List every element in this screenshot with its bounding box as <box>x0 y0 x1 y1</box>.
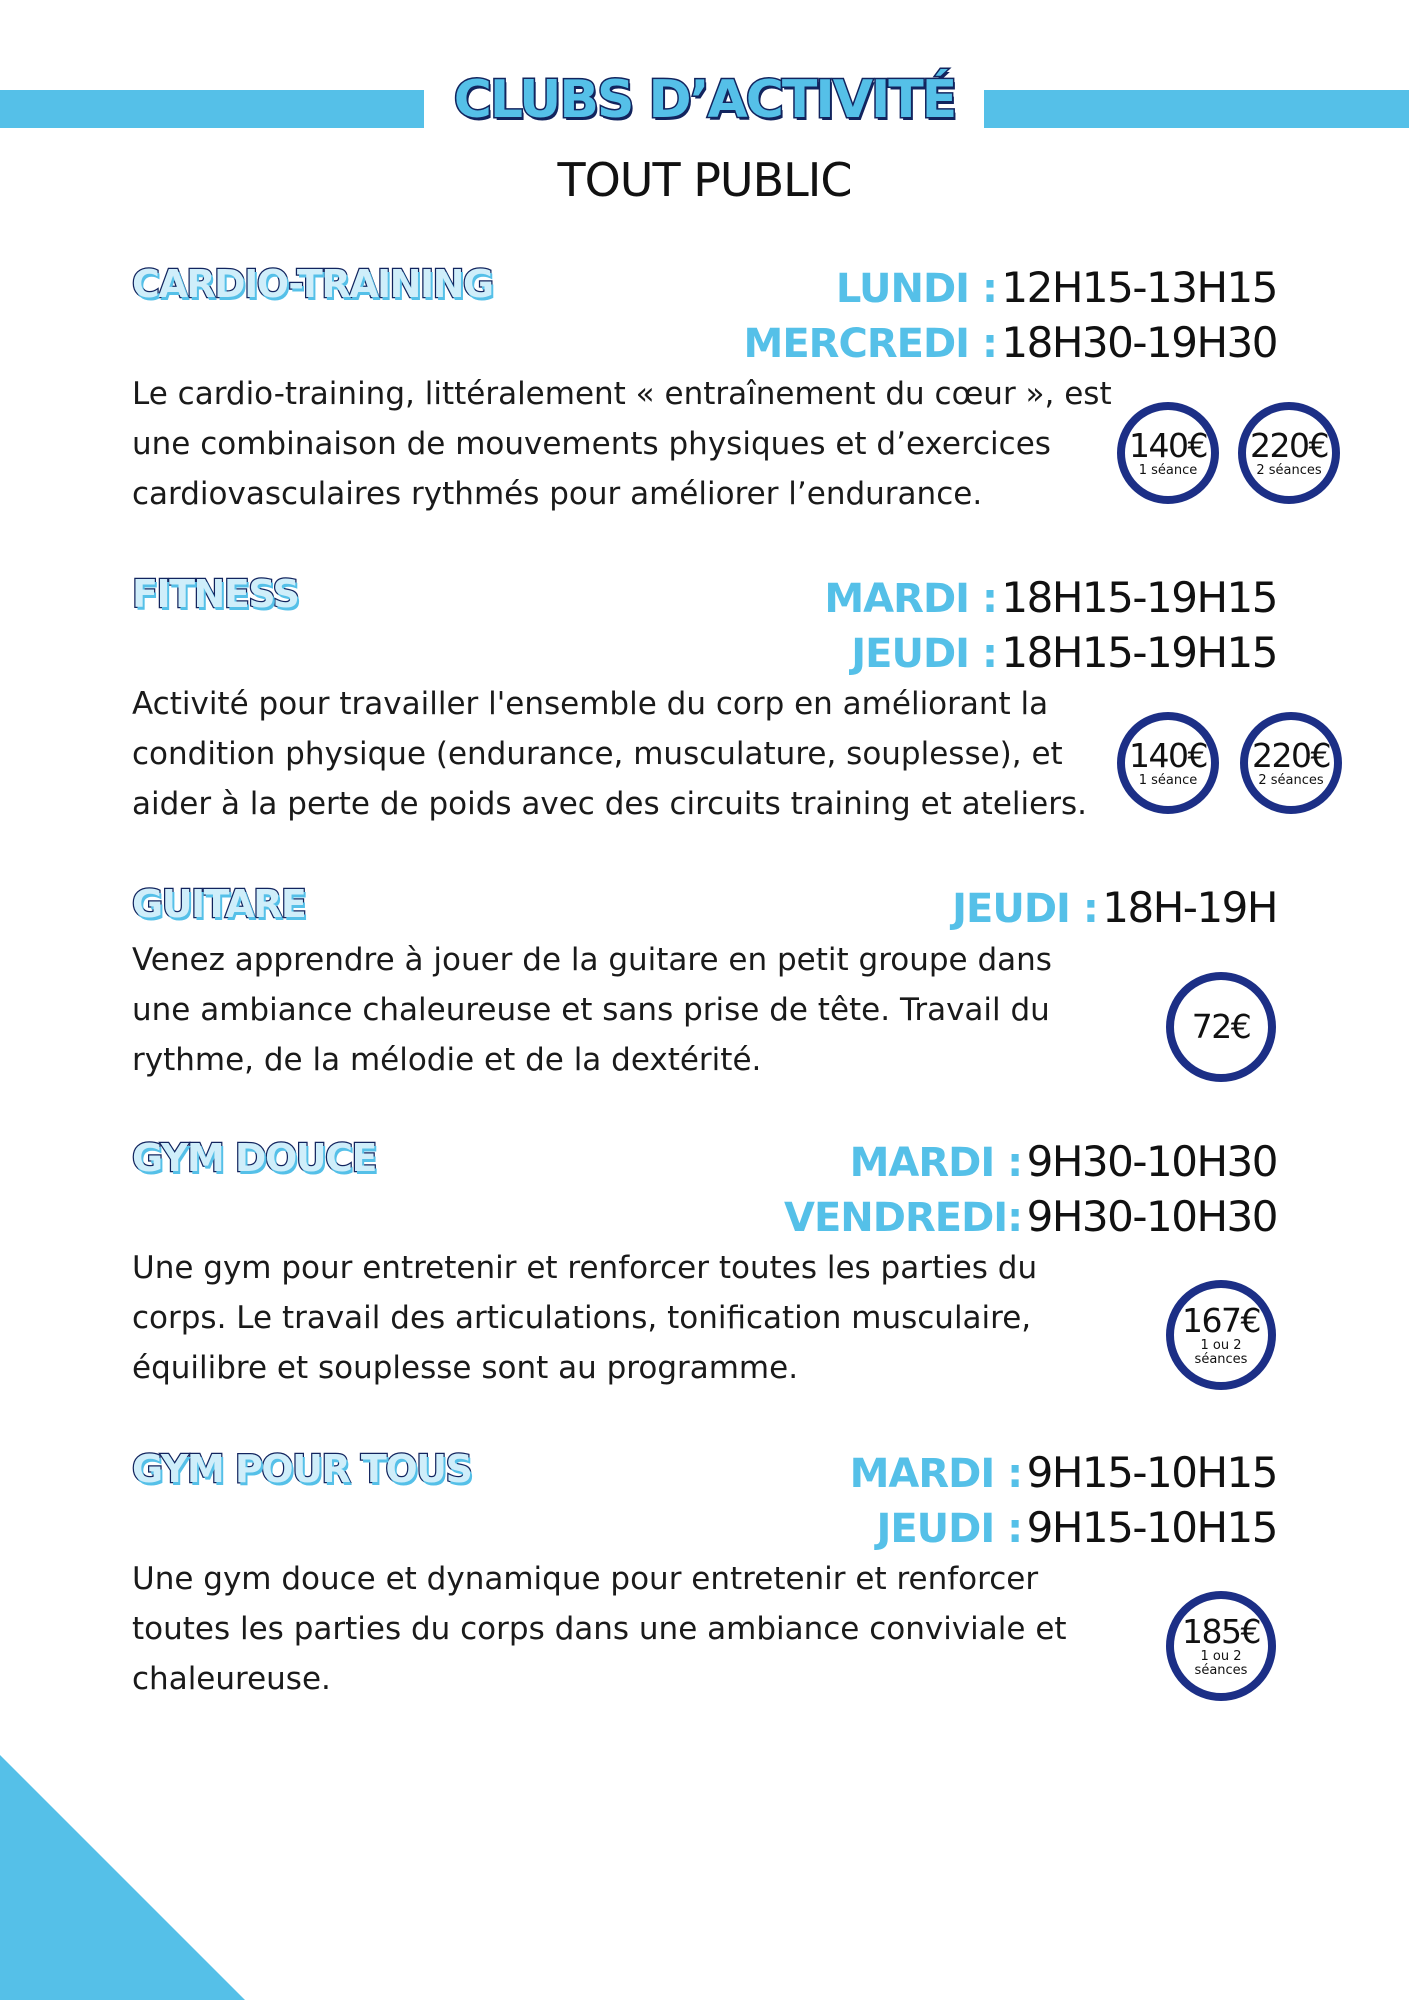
club-schedule <box>784 1134 1277 1244</box>
price-badge <box>1117 402 1219 504</box>
schedule-line <box>952 880 1277 935</box>
schedule-time: 9H15-10H15 <box>1026 1448 1277 1497</box>
club-title: GYM POUR TOUS <box>132 1447 472 1491</box>
description-line: Le cardio-training, littéralement « entraînement du cœur », est <box>132 376 1112 412</box>
price-amount: 167€ <box>1182 1300 1260 1340</box>
description-line: Venez apprendre à jouer de la guitare en petit groupe dans <box>132 942 1052 978</box>
price-note: 2 séances <box>1258 772 1324 788</box>
price-amount: 220€ <box>1252 735 1330 775</box>
price-amount: 220€ <box>1250 425 1328 465</box>
description-line: une combinaison de mouvements physiques et d’exercices <box>132 426 1051 462</box>
schedule-line <box>824 625 1277 680</box>
price-note: 1 séance <box>1138 772 1198 788</box>
page-title: CLUBS D’ACTIVITÉ <box>453 70 956 130</box>
price-amount: 140€ <box>1129 425 1207 465</box>
price-note: 1 ou 2 séances <box>1194 1337 1248 1367</box>
price-badge <box>1166 972 1276 1082</box>
schedule-line <box>744 260 1277 315</box>
schedule-time: 9H30-10H30 <box>1026 1192 1277 1241</box>
schedule-time: 18H15-19H15 <box>1001 573 1277 622</box>
price-amount: 72€ <box>1191 1007 1251 1046</box>
price-badge <box>1117 712 1219 814</box>
price-amount: 185€ <box>1182 1611 1260 1651</box>
club-schedule <box>744 260 1277 370</box>
description-line: Activité pour travailler l'ensemble du corp en améliorant la <box>132 686 1049 722</box>
price-note: 2 séances <box>1256 462 1322 478</box>
description-line: une ambiance chaleureuse et sans prise de tête. Travail du <box>132 992 1050 1028</box>
schedule-line <box>784 1189 1277 1244</box>
schedule-line <box>784 1134 1277 1189</box>
description-line: chaleureuse. <box>132 1661 331 1697</box>
schedule-day: MARDI : <box>824 576 997 622</box>
price-amount: 140€ <box>1129 735 1207 775</box>
club-description <box>132 1243 1132 1393</box>
club-schedule <box>952 880 1277 935</box>
schedule-line <box>850 1500 1277 1555</box>
description-line: rythme, de la mélodie et de la dextérité. <box>132 1042 762 1078</box>
description-line: condition physique (endurance, musculature, souplesse), et <box>132 736 1063 772</box>
price-note: 1 ou 2 séances <box>1194 1648 1248 1678</box>
schedule-line <box>850 1445 1277 1500</box>
schedule-time: 9H15-10H15 <box>1026 1503 1277 1552</box>
description-line: aider à la perte de poids avec des circuits training et ateliers. <box>132 786 1087 822</box>
schedule-time: 12H15-13H15 <box>1001 263 1277 312</box>
description-line: cardiovasculaires rythmés pour améliorer l’endurance. <box>132 476 983 512</box>
description-line: équilibre et souplesse sont au programme. <box>132 1350 799 1386</box>
schedule-line <box>744 315 1277 370</box>
schedule-line <box>824 570 1277 625</box>
schedule-time: 18H30-19H30 <box>1001 318 1277 367</box>
club-description <box>132 935 1132 1085</box>
club-schedule <box>824 570 1277 680</box>
price-badge <box>1166 1591 1276 1701</box>
schedule-day: LUNDI : <box>835 266 997 312</box>
schedule-time: 18H-19H <box>1102 883 1277 932</box>
schedule-day: MARDI : <box>849 1451 1023 1497</box>
description-line: Une gym douce et dynamique pour entretenir et renforcer <box>132 1561 1039 1597</box>
schedule-day: MERCREDI : <box>743 321 997 367</box>
schedule-time: 9H30-10H30 <box>1026 1137 1277 1186</box>
corner-triangle <box>0 1755 245 2000</box>
schedule-day: MARDI : <box>849 1140 1023 1186</box>
schedule-day: JEUDI : <box>851 631 997 677</box>
price-badge <box>1240 712 1342 814</box>
club-title: GUITARE <box>132 882 306 926</box>
club-title: CARDIO-TRAINING <box>132 262 493 306</box>
club-description <box>132 369 1132 519</box>
description-line: corps. Le travail des articulations, tonification musculaire, <box>132 1300 1032 1336</box>
schedule-day: JEUDI : <box>876 1506 1023 1552</box>
club-schedule <box>850 1445 1277 1555</box>
page-subtitle: TOUT PUBLIC <box>557 153 852 207</box>
price-note: 1 séance <box>1138 462 1198 478</box>
description-line: toutes les parties du corps dans une ambiance conviviale et <box>132 1611 1067 1647</box>
schedule-day: JEUDI : <box>952 886 1098 932</box>
schedule-day: VENDREDI: <box>784 1195 1023 1241</box>
price-badge <box>1238 402 1340 504</box>
price-badge <box>1166 1280 1276 1390</box>
club-title: GYM DOUCE <box>132 1136 376 1180</box>
club-title: FITNESS <box>132 572 299 616</box>
club-description <box>132 679 1132 829</box>
description-line: Une gym pour entretenir et renforcer toutes les parties du <box>132 1250 1038 1286</box>
club-description <box>132 1554 1132 1704</box>
schedule-time: 18H15-19H15 <box>1001 628 1277 677</box>
